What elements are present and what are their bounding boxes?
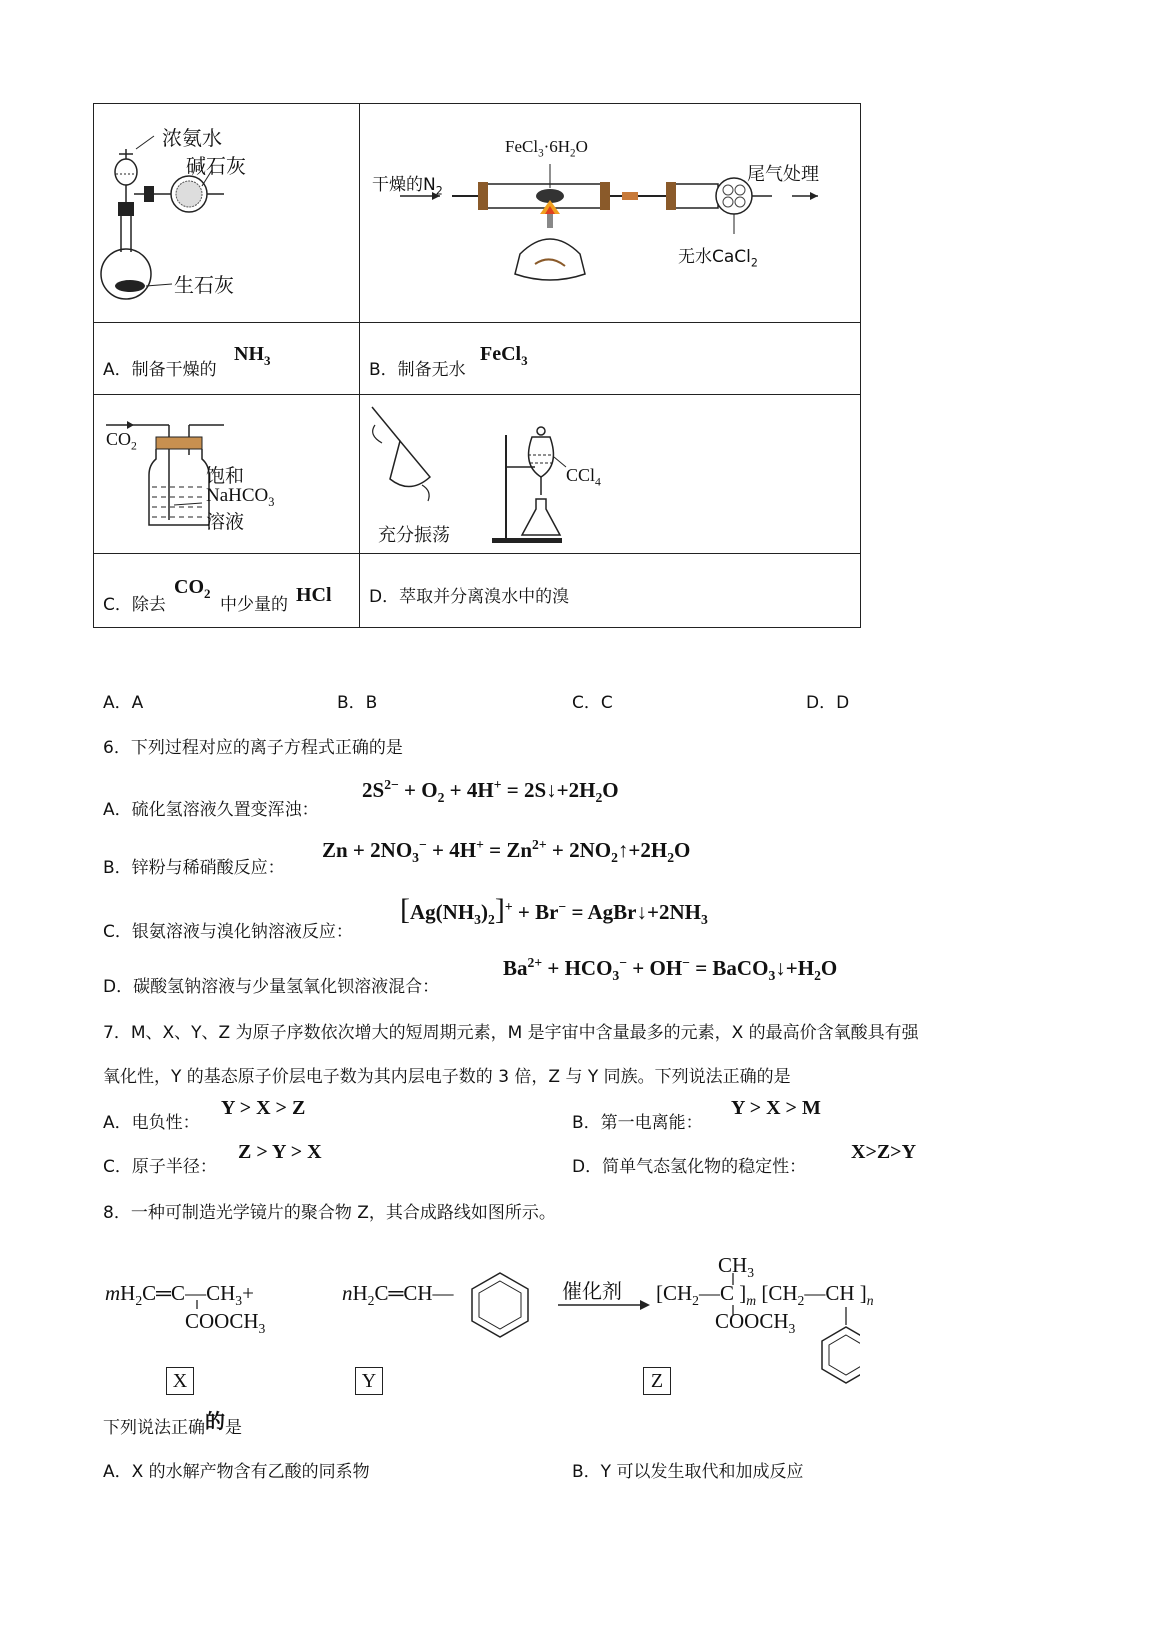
option-c-formula-co2: $CO_2$ — [174, 576, 211, 601]
q5-option-a-cell — [94, 323, 360, 395]
q7-option-c: C．原子半径： — [103, 1157, 217, 1177]
q8-after-stem: 下列说法正确的是 — [103, 1409, 242, 1438]
q6-equation-c: $[Ag(NH_3)_2]^+ + Br^-$ = $AgBr↓+2NH_3$ — [400, 893, 708, 928]
q5-answer-b: B．B — [337, 693, 378, 713]
q8-option-a: A．X 的水解产物含有乙酸的同系物 — [103, 1462, 370, 1482]
q7-option-d-formula: X>Z>Y — [851, 1141, 917, 1163]
label-shake: 充分振荡 — [378, 525, 450, 546]
q5-diagram-b-cell — [360, 104, 861, 323]
label-saturated: 饱和 — [206, 465, 245, 487]
option-b-formula: FeCl$_3$ — [480, 343, 528, 368]
option-c-middle: 中少量的 — [220, 595, 288, 615]
q8-option-b: B．Y 可以发生取代和加成反应 — [572, 1462, 804, 1482]
label-tail-gas: 尾气处理 — [747, 164, 819, 185]
option-c-formula-hcl: HCl — [296, 584, 332, 606]
label-fecl3-hydrate: $FeCl_3\cdot 6H_2O$ — [505, 137, 588, 160]
label-box-z: Z — [643, 1367, 671, 1395]
label-dry-n2: 干燥的$N_2$ — [372, 175, 443, 198]
q5-option-b-cell — [360, 323, 861, 395]
q6-equation-a: $2S^{2-} + O_2 + 4H^+$ = $2S↓+2H_2O$ — [362, 777, 619, 806]
polymer-z-chain: [$CH_2—C$ ]$_m$ [$CH_2—CH$ ]$_n$ — [656, 1281, 874, 1309]
q6-stem: 6．下列过程对应的离子方程式正确的是 — [103, 738, 403, 758]
q8-reaction-scheme — [100, 1245, 874, 1405]
option-b-text: B．制备无水 — [369, 360, 466, 380]
q6-option-c: C．银氨溶液与溴化钠溶液反应： — [103, 922, 353, 942]
label-quicklime: 生石灰 — [174, 273, 234, 297]
q7-option-c-formula: Z > Y > X — [238, 1141, 322, 1163]
label-nahco3: NaHCO$_3$ — [206, 485, 275, 509]
q5-answer-a: A．A — [103, 693, 144, 713]
option-c-text: C．除去 — [103, 595, 166, 615]
label-conc-ammonia: 浓氨水 — [162, 126, 222, 150]
q5-answer-c: C．C — [572, 693, 613, 713]
q5-option-d-cell — [360, 554, 861, 628]
q7-option-b-formula: Y > X > M — [731, 1097, 821, 1119]
label-anhydrous-cacl2: 无水CaCl$_2$ — [678, 247, 758, 270]
monomer-y-formula: $nH_2C═CH—$ — [342, 1281, 454, 1309]
q8-stem: 8．一种可制造光学镜片的聚合物 Z，其合成路线如图所示。 — [103, 1203, 556, 1223]
q7-option-b: B．第一电离能： — [572, 1113, 703, 1133]
option-a-formula: $NH_3$ — [234, 343, 271, 368]
polymer-methyl: $CH_3$ — [718, 1253, 755, 1281]
q6-option-a: A．硫化氢溶液久置变浑浊： — [103, 800, 319, 820]
q5-diagram-d-cell — [360, 395, 861, 554]
label-box-y: Y — [355, 1367, 383, 1395]
q7-stem-line2: 氧化性，Y 的基态原子价层电子数为其内层电子数的 3 倍，Z 与 Y 同族。下列说法正确的是 — [103, 1067, 791, 1087]
label-soda-lime: 碱石灰 — [186, 154, 246, 178]
q5-option-c-cell — [94, 554, 360, 628]
label-box-x: X — [166, 1367, 194, 1395]
label-solution: 溶液 — [206, 511, 245, 533]
q6-option-d: D．碳酸氢钠溶液与少量氢氧化钡溶液混合： — [103, 977, 440, 997]
q5-answer-d: D．D — [806, 693, 850, 713]
label-co2-in: $CO_2$ — [106, 429, 137, 453]
polymer-ester: $COOCH_3$ — [715, 1309, 796, 1337]
q5-diagram-a-cell — [94, 104, 360, 323]
q6-equation-b: $Zn + 2NO_3^- + 4H^+ = Zn^{2+}$ + $2NO_2↑+2H_2O$ — [322, 837, 691, 866]
q5-diagram-c-cell — [94, 395, 360, 554]
monomer-x-formula: $mH_2C═C—CH_3+$ — [105, 1281, 254, 1309]
q7-option-a: A．电负性： — [103, 1113, 200, 1133]
label-ccl4: CCl$_4$ — [566, 465, 601, 489]
q6-option-b: B．锌粉与稀硝酸反应： — [103, 858, 285, 878]
q6-equation-d: $Ba^{2+} + HCO_3^- + OH^-$ = $BaCO_3↓+H_2O$ — [503, 955, 838, 984]
q7-option-a-formula: Y > X > Z — [221, 1097, 306, 1119]
q5-table — [93, 103, 861, 628]
option-d-text: D．萃取并分离溴水中的溴 — [369, 587, 570, 607]
q7-option-d: D．简单气态氢化物的稳定性： — [572, 1157, 807, 1177]
fecl3-apparatus-diagram — [360, 104, 860, 322]
q7-stem-line1: 7．M、X、Y、Z 为原子序数依次增大的短周期元素，M 是宇宙中含量最多的元素，X 的最高价含氧酸具有强 — [103, 1023, 919, 1043]
option-a-text: A．制备干燥的 — [103, 360, 217, 380]
monomer-x-ester: $COOCH_3$ — [185, 1309, 266, 1337]
catalyst-label: 催化剂 — [562, 1279, 622, 1303]
